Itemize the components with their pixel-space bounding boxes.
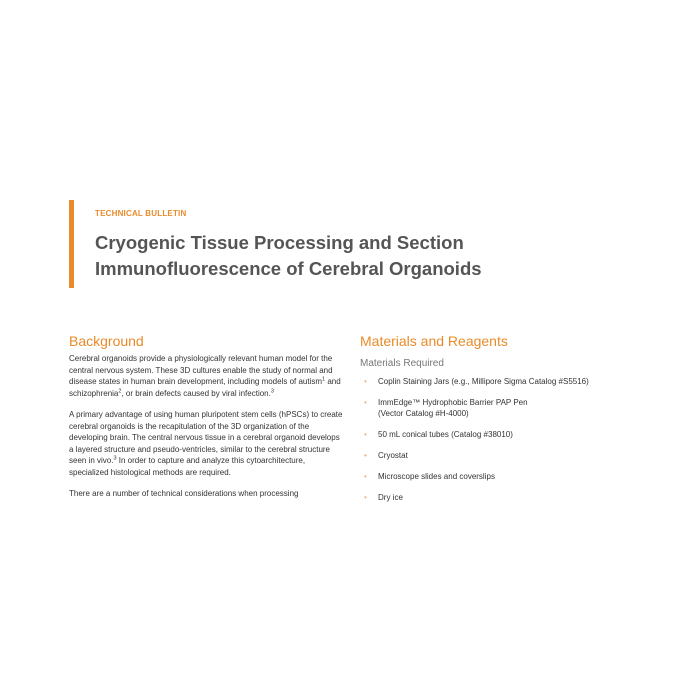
list-item-text: Microscope slides and coverslips xyxy=(378,472,495,481)
materials-heading: Materials and Reagents xyxy=(360,333,508,349)
citation-3: 3 xyxy=(270,387,274,394)
citation-1: 1 xyxy=(322,376,326,383)
document-type-label: TECHNICAL BULLETIN xyxy=(95,209,187,218)
list-item-text: Coplin Staining Jars (e.g., Millipore Sigma Catalog #S5516) xyxy=(378,377,589,386)
bullet-icon: • xyxy=(364,493,367,502)
list-item xyxy=(362,429,652,440)
p1-text-c: , or brain defects caused by viral infection. xyxy=(121,388,271,398)
background-body xyxy=(69,353,344,510)
list-item xyxy=(362,397,652,419)
bullet-icon: • xyxy=(364,430,367,439)
list-item-text: Dry ice xyxy=(378,493,403,502)
header-accent-bar xyxy=(69,200,74,288)
list-item xyxy=(362,471,652,482)
background-paragraph-1 xyxy=(69,353,344,399)
p1-text-b: and schizophrenia xyxy=(69,377,341,398)
materials-required-subheading: Materials Required xyxy=(360,358,444,369)
p2-text-a: A primary advantage of using human pluripotent stem cells (hPSCs) to create cerebral organoids is the recapitulation of the 3D organization of the developing brain. The central nervous tissue in a cerebral organoid develops a layered structure and pseudo-ventricles, similar to the cerebral structure seen in vivo. xyxy=(69,410,343,465)
list-item xyxy=(362,450,652,461)
list-item-text: ImmEdge™ Hydrophobic Barrier PAP Pen (Vector Catalog #H-4000) xyxy=(378,398,528,418)
list-item xyxy=(362,492,652,503)
background-paragraph-3: There are a number of technical considerations when processing xyxy=(69,489,299,498)
list-item xyxy=(362,376,652,387)
list-item-text: Cryostat xyxy=(378,451,408,460)
list-item-text: 50 mL conical tubes (Catalog #38010) xyxy=(378,430,513,439)
p2-text-b: In order to capture and analyze this cytoarchitecture, specialized histological methods are required. xyxy=(69,456,306,477)
citation-3b: 3 xyxy=(113,455,117,462)
p1-text-a: Cerebral organoids provide a physiologically relevant human model for the central nervous system. These 3D cultures enable the study of normal and disease states in human brain development, including models of autism xyxy=(69,354,333,386)
document-title: Cryogenic Tissue Processing and Section Immunofluorescence of Cerebral Organoids xyxy=(95,232,482,279)
bullet-icon: • xyxy=(364,451,367,460)
bullet-icon: • xyxy=(364,472,367,481)
background-heading: Background xyxy=(69,333,144,349)
materials-list xyxy=(362,376,652,513)
bullet-icon: • xyxy=(364,398,367,407)
bullet-icon: • xyxy=(364,377,367,386)
citation-2: 2 xyxy=(118,387,122,394)
background-paragraph-2 xyxy=(69,409,344,478)
